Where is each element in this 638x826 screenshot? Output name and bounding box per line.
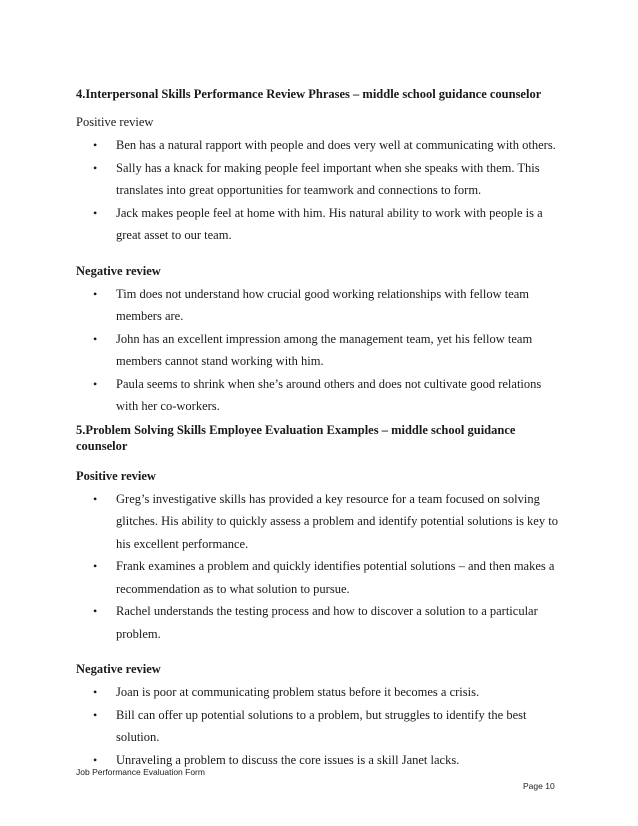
list-item-line: Bill can offer up potential solutions to a problem, but struggles to identify the best (116, 707, 527, 722)
list-item-line: great asset to our team. (116, 228, 232, 242)
list-item (76, 134, 566, 157)
list-item (76, 704, 566, 749)
section-5-heading-line2: counselor (76, 438, 128, 453)
bullet-icon: • (93, 205, 98, 220)
bullet-icon: • (93, 491, 98, 506)
bullet-icon: • (93, 559, 98, 573)
list-item-line: Rachel understands the testing process and how to discover a solution to a particular (116, 604, 538, 618)
bullet-icon: • (93, 331, 98, 346)
list-item-line: solution. (116, 730, 160, 744)
list-item (76, 555, 566, 600)
section-5-heading-line1: 5.Problem Solving Skills Employee Evaluation Examples – middle school guidance (76, 422, 516, 437)
list-item-line: his excellent performance. (116, 536, 249, 551)
list-item-line: with her co-workers. (116, 399, 220, 413)
list-item-line: problem. (116, 626, 161, 641)
bullet-icon: • (93, 160, 98, 175)
section-4-heading: 4.Interpersonal Skills Performance Review Phrases – middle school guidance counselor (76, 87, 542, 101)
list-item (76, 157, 566, 202)
footer-title: Job Performance Evaluation Form (76, 767, 205, 777)
list-item-line: translates into great opportunities for teamwork and connections to form. (116, 183, 482, 197)
bullet-icon: • (93, 138, 98, 152)
list-item-line: John has an excellent impression among the management team, yet his fellow team (116, 331, 533, 346)
list-item (76, 488, 566, 556)
bullet-icon: • (93, 604, 98, 618)
list-item (76, 681, 566, 704)
list-item (76, 283, 566, 328)
list-item-line: members are. (116, 309, 184, 323)
section-5-positive-label: Positive review (76, 468, 156, 483)
bullet-icon: • (93, 707, 98, 722)
page-content (76, 86, 566, 771)
list-item-line: Tim does not understand how crucial good working relationships with fellow team (116, 286, 530, 301)
page-number: Page 10 (523, 781, 555, 791)
list-item-line: Unraveling a problem to discuss the core issues is a skill Janet lacks. (116, 752, 460, 767)
section-4-positive-list (76, 134, 566, 247)
list-item-line: Jack makes people feel at home with him. His natural ability to work with people is a (116, 205, 543, 220)
list-item-line: Joan is poor at communicating problem status before it becomes a crisis. (116, 685, 480, 699)
list-item-line: Ben has a natural rapport with people and does very well at communicating with others. (116, 138, 556, 152)
section-4-positive-label: Positive review (76, 115, 154, 129)
section-5-heading (76, 422, 566, 454)
bullet-icon: • (93, 286, 98, 301)
list-item (76, 328, 566, 373)
section-4-negative-list (76, 283, 566, 418)
section-5-negative-label: Negative review (76, 662, 161, 676)
bullet-icon: • (93, 685, 98, 699)
section-4-negative-label: Negative review (76, 263, 161, 278)
list-item-line: members cannot stand working with him. (116, 354, 324, 368)
section-5-positive-list (76, 488, 566, 646)
list-item-line: Greg’s investigative skills has provided a key resource for a team focused on solving (116, 491, 540, 506)
bullet-icon: • (93, 752, 98, 767)
bullet-icon: • (93, 376, 98, 391)
list-item-line: Frank examines a problem and quickly identifies potential solutions – and then makes a (116, 559, 555, 573)
section-5-negative-list (76, 681, 566, 771)
list-item-line: Sally has a knack for making people feel important when she speaks with them. This (116, 160, 540, 175)
list-item-line: recommendation as to what solution to pursue. (116, 581, 350, 596)
list-item-line: glitches. His ability to quickly assess a problem and identify potential solutions is key to (116, 514, 558, 528)
list-item (76, 373, 566, 418)
list-item (76, 202, 566, 247)
list-item-line: Paula seems to shrink when she’s around others and does not cultivate good relations (116, 376, 542, 391)
list-item (76, 600, 566, 645)
